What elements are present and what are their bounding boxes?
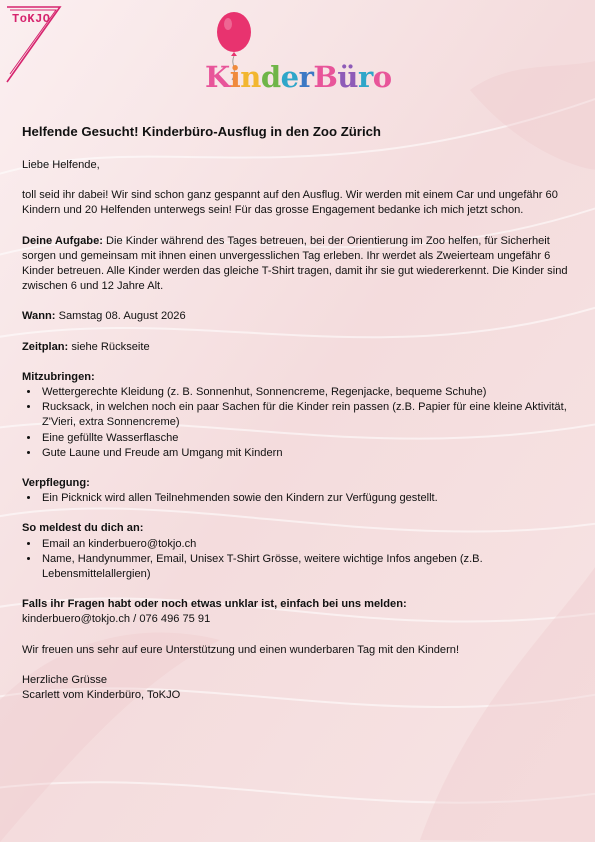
- list-item: • Email an kinderbuero@tokjo.ch: [40, 537, 578, 552]
- signature: Scarlett vom Kinderbüro, ToKJO: [22, 689, 181, 702]
- bring-list: [22, 385, 578, 461]
- tasks-text: Die Kinder während des Tages betreuen, bei der Orientierung im Zoo helfen, für Sicherheit sorgen und gemeinsam mit ihnen einen unvergesslichen Tag erleben. Ihr werdet als Zweierteam ungefähr 6 Kinder betreuen. Alle Kinder werden das gleiche T-Shirt tragen, damit ihr sie gut wiedererkennt. Die Kinder sind zwischen 6 und 12 Jahre Alt.: [22, 234, 568, 293]
- closing-paragraph: Wir freuen uns sehr auf eure Unterstützung und einen wunderbaren Tag mit den Kindern!: [22, 643, 460, 656]
- wordmark-letter: i: [229, 60, 241, 94]
- bring-heading: Mitzubringen:: [22, 370, 95, 383]
- when-text: Samstag 08. August 2026: [55, 310, 186, 323]
- food-heading: Verpflegung:: [22, 477, 90, 490]
- tasks-label: Deine Aufgabe:: [22, 234, 103, 247]
- page-title: Helfende Gesucht! Kinderbüro-Ausflug in den Zoo Zürich: [22, 124, 381, 139]
- wordmark-letter: d: [260, 60, 281, 94]
- list-item: • Wettergerechte Kleidung (z. B. Sonnenhut, Sonnencreme, Regenjacke, bequeme Schuhe): [40, 385, 578, 400]
- when-paragraph: [22, 309, 578, 324]
- questions-heading: Falls ihr Fragen habt oder noch etwas unklar ist, einfach bei uns melden:: [22, 598, 407, 611]
- schedule-label: Zeitplan:: [22, 340, 69, 353]
- schedule-text: siehe Rückseite: [68, 340, 150, 353]
- list-item: • Gute Laune und Freude am Umgang mit Kindern: [40, 446, 578, 461]
- wordmark-letter: K: [205, 60, 230, 94]
- signup-heading: So meldest du dich an:: [22, 522, 144, 535]
- wordmark-letter: ü: [337, 60, 358, 94]
- letter-body: [22, 124, 578, 703]
- tasks-paragraph: [22, 234, 578, 295]
- list-item: • Rucksack, in welchen noch ein paar Sachen für die Kinder rein passen (z.B. Papier für eine kleine Aktivität, Z'Vieri, extra Sonnencreme): [40, 400, 578, 430]
- wordmark-letter: r: [298, 60, 314, 94]
- when-label: Wann:: [22, 310, 56, 323]
- wordmark-letter: e: [280, 60, 299, 94]
- intro-paragraph: toll seid ihr dabei! Wir sind schon ganz gespannt auf den Ausflug. Wir werden mit einem Car und ungefähr 60 Kindern und 20 Helfenden unterwegs sein! Für das grosse Engagement bedanke ich mich jetzt schon.: [22, 189, 558, 217]
- schedule-paragraph: [22, 340, 578, 355]
- regards: Herzliche Grüsse: [22, 673, 108, 686]
- contact-info: kinderbuero@tokjo.ch / 076 496 75 91: [22, 613, 211, 626]
- signup-list: [22, 537, 578, 583]
- list-item: • Ein Picknick wird allen Teilnehmenden sowie den Kindern zur Verfügung gestellt.: [40, 491, 578, 506]
- list-item: • Eine gefüllte Wasserflasche: [40, 431, 578, 446]
- wordmark-letter: r: [357, 60, 373, 94]
- wordmark-letter: o: [372, 60, 392, 94]
- tokjo-logo-text: ToKJO: [12, 12, 51, 26]
- list-item: • Name, Handynummer, Email, Unisex T-Shirt Grösse, weitere wichtige Infos angeben (z.B. Lebensmittelallergien): [40, 552, 578, 582]
- greeting: Liebe Helfende,: [22, 159, 100, 171]
- signature-block: [22, 673, 578, 703]
- wordmark-letter: n: [240, 60, 261, 94]
- wordmark-letter: B: [313, 60, 338, 94]
- food-list: [22, 491, 578, 506]
- kinderbuero-logo-wordmark: [205, 60, 392, 100]
